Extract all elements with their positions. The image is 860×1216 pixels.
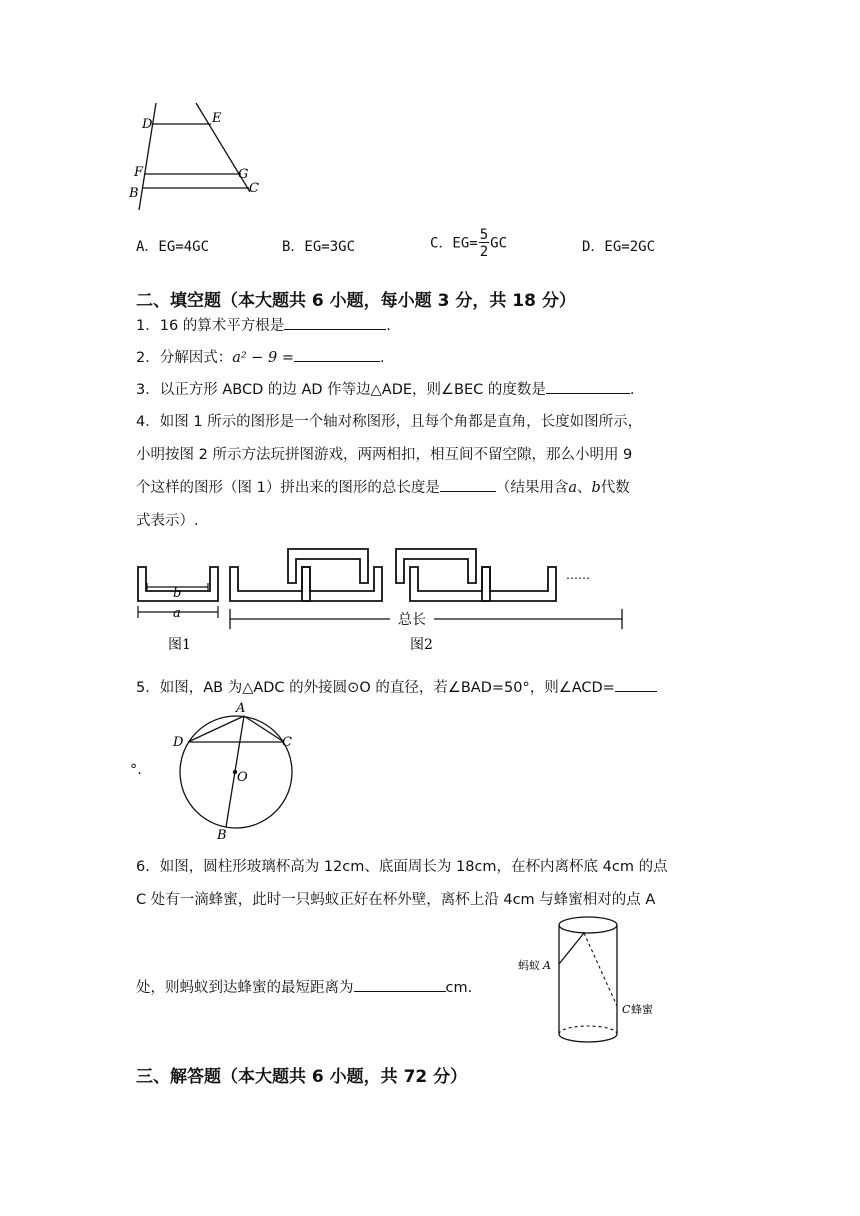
cylinder-top bbox=[559, 917, 617, 933]
option-c-denominator: 2 bbox=[479, 244, 489, 260]
question-5-text: 5．如图，AB 为△ADC 的外接圆⊙O 的直径，若∠BAD=50°，则∠ACD= bbox=[136, 680, 615, 696]
figure-1-caption: 图1 bbox=[168, 637, 191, 653]
cylinder-bottom-back bbox=[559, 1026, 617, 1034]
question-6-text: 处，则蚂蚁到达蜂蜜的最短距离为 bbox=[136, 980, 354, 996]
figure-1-label-a: a bbox=[173, 606, 181, 621]
question-4-line-3 bbox=[136, 476, 630, 497]
label-b: B bbox=[217, 828, 227, 843]
question-3-blank[interactable] bbox=[546, 379, 630, 394]
figure-2-bottom-piece-1 bbox=[230, 567, 310, 601]
question-5-blank[interactable] bbox=[615, 677, 657, 692]
figure-2-top-piece-2 bbox=[396, 549, 476, 583]
question-2-blank[interactable] bbox=[294, 347, 380, 362]
option-b: B．EG=3GC bbox=[282, 239, 356, 255]
question-6-line-2: C 处有一滴蜂蜜，此时一只蚂蚁正好在杯外壁，离杯上沿 4cm 与蜂蜜相对的点 A bbox=[136, 892, 656, 908]
question-5 bbox=[136, 676, 657, 697]
question-3 bbox=[136, 378, 635, 399]
question-4-var-a: a bbox=[568, 480, 577, 496]
honey-point-label: C bbox=[622, 1003, 631, 1016]
figure-2-dots: …… bbox=[566, 568, 590, 582]
label-e: E bbox=[212, 111, 222, 126]
option-d: D．EG=2GC bbox=[582, 239, 656, 255]
label-a: A bbox=[236, 701, 246, 716]
section-3-title: 三、解答题（本大题共 6 小题，共 72 分） bbox=[136, 1067, 468, 1087]
question-6-line-1: 6．如图，圆柱形玻璃杯高为 12cm、底面周长为 18cm，在杯内离杯底 4cm 的点 bbox=[136, 859, 668, 875]
option-c bbox=[430, 228, 507, 259]
question-4-hint-end: 代数 bbox=[600, 480, 630, 496]
question-4-blank[interactable] bbox=[440, 477, 496, 492]
option-c-fraction bbox=[479, 228, 489, 259]
option-c-numerator: 5 bbox=[479, 227, 489, 243]
option-c-prefix: C．EG= bbox=[430, 235, 478, 252]
question-1-blank[interactable] bbox=[284, 315, 386, 330]
figure-2-total-label: 总长 bbox=[398, 612, 426, 628]
question-5-tail: °. bbox=[130, 762, 142, 778]
figure-2-bottom-piece-4 bbox=[482, 567, 556, 601]
label-d: D bbox=[142, 117, 153, 132]
label-c: C bbox=[282, 735, 292, 750]
chord-ac bbox=[244, 716, 284, 742]
question-1 bbox=[136, 314, 391, 335]
puzzle-figure bbox=[128, 545, 638, 657]
question-4-sep: 、 bbox=[577, 480, 592, 496]
option-c-suffix: GC bbox=[490, 235, 508, 252]
question-6-line-3 bbox=[136, 976, 472, 997]
option-a: A．EG=4GC bbox=[136, 239, 210, 255]
cylinder-figure bbox=[516, 912, 666, 1048]
ant-path bbox=[559, 933, 584, 964]
question-2-end: . bbox=[380, 350, 385, 366]
figure-2-bottom-piece-3 bbox=[410, 567, 490, 601]
figure-1-label-b: b bbox=[173, 586, 182, 601]
question-4-line-1: 4．如图 1 所示的图形是一个轴对称图形，且每个角都是直角，长度如图所示， bbox=[136, 414, 643, 430]
ant-point-label: A bbox=[543, 959, 551, 972]
cylinder-bottom-front bbox=[559, 1034, 617, 1042]
question-3-text: 3．以正方形 ABCD 的边 AD 作等边△ADE，则∠BEC 的度数是 bbox=[136, 382, 546, 398]
question-2 bbox=[136, 346, 385, 367]
question-6-blank[interactable] bbox=[354, 977, 446, 992]
question-4-text: 个这样的图形（图 1）拼出来的图形的总长度是 bbox=[136, 480, 440, 496]
honey-label: 蜂蜜 bbox=[631, 1003, 653, 1016]
label-d: D bbox=[173, 735, 184, 750]
circle-figure bbox=[168, 698, 308, 844]
trapezoid-figure bbox=[126, 100, 276, 215]
section-2-title: 二、填空题（本大题共 6 小题，每小题 3 分，共 18 分） bbox=[136, 291, 576, 311]
figure-2-bottom-piece-2 bbox=[302, 567, 382, 601]
question-1-text: 1．16 的算术平方根是 bbox=[136, 318, 285, 334]
question-2-expression: a² − 9 = bbox=[232, 350, 295, 366]
ant-label: 蚂蚁 bbox=[518, 959, 540, 972]
label-f: F bbox=[134, 165, 144, 180]
label-c: C bbox=[249, 181, 259, 196]
question-1-end: . bbox=[386, 318, 391, 334]
question-4-var-b: b bbox=[591, 480, 601, 496]
label-o: O bbox=[237, 770, 248, 785]
label-b: B bbox=[129, 186, 139, 201]
question-3-end: . bbox=[629, 382, 635, 398]
label-g: G bbox=[238, 167, 249, 182]
question-4-hint: （结果用含 bbox=[495, 480, 569, 496]
honey-path bbox=[584, 933, 617, 1006]
question-6-unit: cm. bbox=[445, 980, 473, 996]
figure-2-top-piece-1 bbox=[288, 549, 368, 583]
question-4-line-2: 小明按图 2 所示方法玩拼图游戏，两两相扣，相互间不留空隙，那么小明用 9 bbox=[136, 447, 633, 463]
question-2-text: 2．分解因式： bbox=[136, 350, 233, 366]
question-4-line-4: 式表示）. bbox=[136, 513, 199, 529]
figure-2-caption: 图2 bbox=[410, 637, 433, 653]
